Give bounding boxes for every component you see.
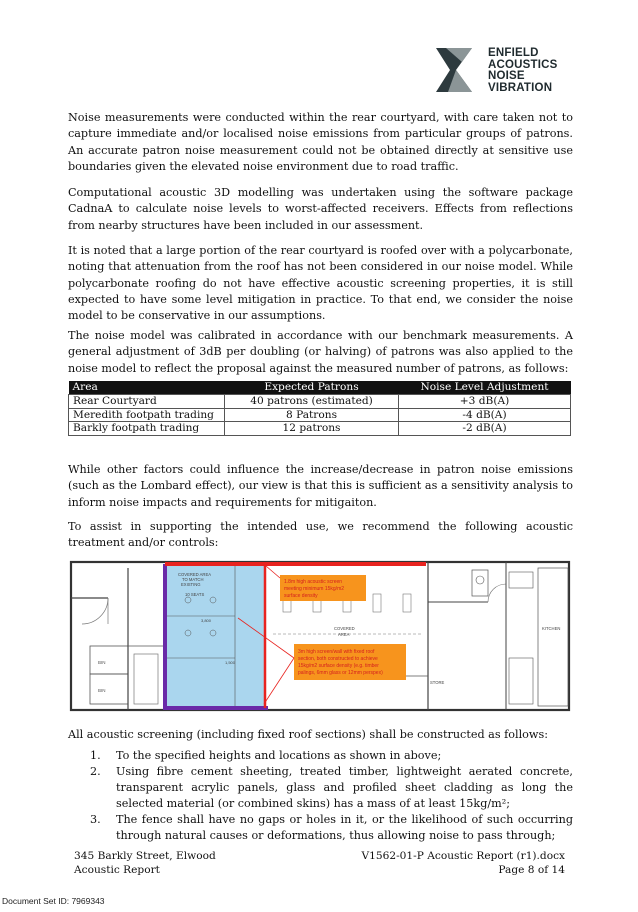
footer-doc-ref: V1562-01-P Acoustic Report (r1).docx: [361, 850, 565, 862]
list-text: To the specified heights and locations as shown in above;: [116, 749, 442, 762]
paragraph-roof-note: It is noted that a large portion of the rear courtyard is roofed over with a polycarbonate, noting that attenuation from the roof has not been considered in our noise model. While polycarbonate roofing do not have effective acoustic screening properties, it is still expected to have some level mitigation in practice. To that end, we consider the noise model to be conservative in our assumptions.: [68, 244, 573, 323]
plan-label-bin: BIN: [98, 660, 106, 665]
list-text: Using fibre cement sheeting, treated timber, lightweight aerated concrete, transparent acrylic panels, glass and profiled sheet cladding as long the selected material (or combined skins) has a mass of at least 15kg/m²;: [116, 765, 573, 810]
note-text: surface density: [284, 593, 318, 599]
plan-label-covered-existing: TO MATCH: [182, 577, 204, 582]
list-number: 3.: [90, 813, 101, 826]
table-row: [69, 395, 571, 409]
logo-wordmark: [488, 48, 558, 94]
floor-plan: [68, 558, 572, 716]
screening-requirements-list: [90, 748, 573, 844]
plan-label-covered-existing: COVERED AREA: [178, 572, 212, 577]
footer-right: [361, 849, 565, 877]
plan-label-covered-area: AREA: [338, 632, 350, 637]
list-item: [90, 764, 573, 812]
table-row: [69, 408, 571, 422]
footer-left: [74, 849, 216, 877]
table-cell: 12 patrons: [225, 422, 399, 436]
logo-line: NOISE: [488, 70, 525, 82]
note-text: 3m high screen/wall with fixed roof: [298, 649, 375, 655]
table-cell: -4 dB(A): [399, 408, 571, 422]
table-row: [69, 422, 571, 436]
note-text: 1.8m high acoustic screen: [284, 579, 343, 585]
document-set-id: Document Set ID: 7969343: [2, 896, 105, 906]
paragraph-sensitivity: While other factors could influence the increase/decrease in patron noise emissions (such as the Lombard effect), our view is that this is sufficient as a sensitivity analysis to inform noise impacts and requirements for mitigaiton.: [68, 463, 573, 509]
plan-label-kitchen: KITCHEN: [542, 626, 561, 631]
plan-label-covered-existing: EXISTING: [181, 582, 201, 587]
table-cell: 40 patrons (estimated): [225, 395, 399, 409]
list-item: [90, 748, 573, 764]
logo-line: ACOUSTICS: [488, 58, 558, 71]
plan-dimension: 1,500: [225, 660, 236, 665]
list-text: The fence shall have no gaps or holes in it, or the likelihood of such occurring through natural causes or deformations, thus allowing noise to pass through;: [116, 813, 573, 842]
footer-page-number: Page 8 of 14: [498, 864, 565, 876]
column-header-patrons: Expected Patrons: [225, 381, 399, 395]
table-header-row: [69, 381, 571, 395]
plan-label-seats: 10 SEATS: [185, 592, 205, 597]
paragraph-recommendation: To assist in supporting the intended use, we recommend the following acoustic treatment and/or controls:: [68, 520, 573, 550]
plan-label-covered-area: COVERED: [334, 626, 355, 631]
covered-area-highlight: [165, 564, 265, 708]
plan-dimension: 3,800: [201, 618, 212, 623]
table-cell: Meredith footpath trading: [69, 408, 225, 422]
table-cell: Rear Courtyard: [69, 395, 225, 409]
list-number: 1.: [90, 749, 101, 762]
paragraph-measurements: Noise measurements were conducted within the rear courtyard, with care taken not to capture immediate and/or localised noise emissions from particular groups of patrons. An accurate patron noise measurement could not be obtained directly at sensitive use boundaries given the elevated noise environment due to road traffic.: [68, 111, 573, 173]
sigma-logo-icon: [432, 44, 484, 96]
plan-label-store: STORE: [430, 680, 445, 685]
note-text: meeting minimum 15kg/m2: [284, 586, 345, 592]
note-text: section, both constructed to achieve: [298, 656, 378, 662]
paragraph-screening-intro: All acoustic screening (including fixed roof sections) shall be constructed as follows:: [68, 728, 548, 741]
table-cell: 8 Patrons: [225, 408, 399, 422]
company-logo: [432, 44, 572, 98]
plan-label-bin: BIN: [98, 688, 106, 693]
table-cell: +3 dB(A): [399, 395, 571, 409]
list-item: [90, 812, 573, 844]
paragraph-calibration: The noise model was calibrated in accordance with our benchmark measurements. A general adjustment of 3dB per doubling (or halving) of patrons was also applied to the noise model to reflect the proposal against the measured number of patrons, as follows:: [68, 329, 573, 375]
table-cell: Barkly footpath trading: [69, 422, 225, 436]
logo-line: VIBRATION: [488, 81, 553, 94]
column-header-area: Area: [69, 381, 225, 395]
paragraph-modelling: Computational acoustic 3D modelling was undertaken using the software package CadnaA to calculate noise levels to worst-affected receivers. Effects from reflections from nearby structures have been included in our assessment.: [68, 186, 573, 232]
note-text: 15kg/m2 surface density (e.g. timber: [298, 663, 379, 669]
note-text: palings, 6mm glass or 12mm perspex): [298, 670, 383, 676]
column-header-adjustment: Noise Level Adjustment: [399, 381, 571, 395]
table-cell: -2 dB(A): [399, 422, 571, 436]
logo-line: ENFIELD: [488, 47, 539, 59]
list-number: 2.: [90, 765, 101, 778]
footer-report-type: Acoustic Report: [74, 864, 160, 876]
footer-address: 345 Barkly Street, Elwood: [74, 850, 216, 862]
patron-adjustment-table: [68, 381, 571, 436]
